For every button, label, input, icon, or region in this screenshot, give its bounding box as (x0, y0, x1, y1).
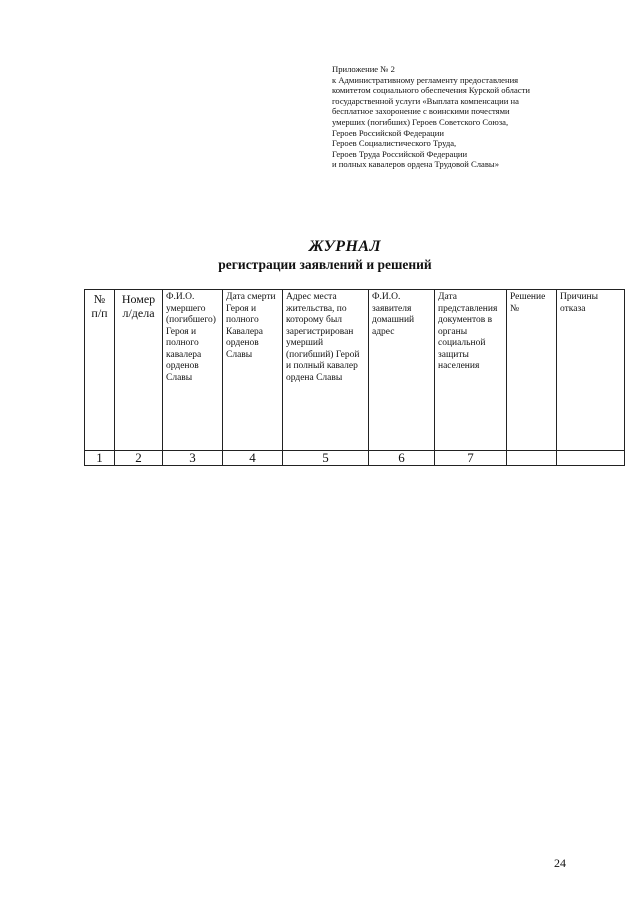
column-number-cell: 3 (163, 451, 223, 466)
appendix-line: и полных кавалеров ордена Трудовой Славы» (332, 159, 499, 170)
journal-subtitle: регистрации заявлений и решений (218, 257, 432, 272)
appendix-line: государственной услуги «Выплата компенсации на (332, 95, 519, 106)
column-number-cell (557, 451, 625, 466)
appendix-line: Героев Социалистического Труда, (332, 138, 457, 149)
header-cell-refusal-reason: Причины отказа (557, 290, 625, 451)
header-cell-number: № п/п (85, 290, 115, 451)
column-number-cell: 4 (223, 451, 283, 466)
appendix-line: Героев Труда Российской Федерации (332, 148, 468, 159)
header-cell-decision: Решение № (507, 290, 557, 451)
table-header-row (85, 290, 625, 451)
appendix-note (332, 64, 632, 170)
appendix-line: комитетом социального обеспечения Курской области (332, 85, 530, 96)
column-number-cell: 7 (435, 451, 507, 466)
appendix-line: к Административному регламенту предоставления (332, 74, 519, 85)
column-number-cell: 1 (85, 451, 115, 466)
appendix-line: Героев Российской Федерации (332, 127, 444, 138)
column-number-cell (507, 451, 557, 466)
journal-title-block (0, 238, 640, 273)
table-column-numbers-row (85, 451, 625, 466)
appendix-line: Приложение № 2 (332, 64, 395, 74)
journal-table (84, 289, 625, 466)
header-cell-address: Адрес места жительства, по которому был зарегистрирован умерший (погибший) Герой и полный кавалер ордена Славы (283, 290, 369, 451)
header-cell-death-date: Дата смерти Героя и полного Кавалера орденов Славы (223, 290, 283, 451)
header-cell-applicant: Ф.И.О. заявителя домашний адрес (369, 290, 435, 451)
journal-title: ЖУРНАЛ (308, 238, 382, 255)
page-number: 24 (554, 856, 566, 870)
appendix-line: бесплатное захоронение с воинскими почестями (332, 106, 510, 117)
column-number-cell: 2 (115, 451, 163, 466)
column-number-cell: 6 (369, 451, 435, 466)
column-number-cell: 5 (283, 451, 369, 466)
appendix-line: умерших (погибших) Героев Советского Союза, (332, 116, 509, 127)
header-cell-submission-date: Дата представления документов в органы социальной защиты населения (435, 290, 507, 451)
header-cell-deceased-name: Ф.И.О. умершего (погибшего) Героя и полного кавалера орденов Славы (163, 290, 223, 451)
header-cell-case-number: Номер л/дела (115, 290, 163, 451)
